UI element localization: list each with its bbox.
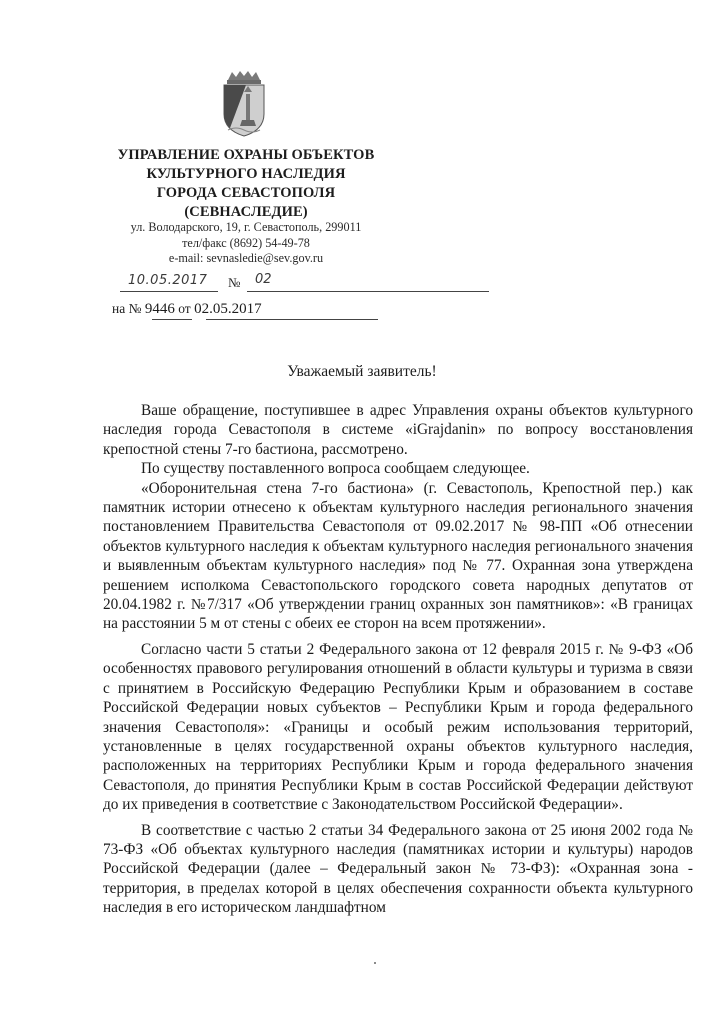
paragraph: По существу поставленного вопроса сообщаем следующее. — [141, 460, 530, 478]
number-underline — [247, 291, 489, 292]
number-sign: № — [228, 275, 241, 290]
paragraph: Согласно части 5 статьи 2 Федерального закона от 12 февраля 2015 г. № 9-ФЗ «Об особенностях правового регулирования отношений в области культуры и туризма в связи с принятием в Российскую Федерацию Республики Крым и образованием в составе Российской Федерации новых субъектов – Республики Крым и города федерального значения Севастополя»: «Границы и особый режим использования территорий, установленные в целях государственной охраны объектов культурного наследия, расположенных на территориях Республики Крым и города федерального значения Севастополя, до принятия Республики Крым в состав Российской Федерации действуют до их приведения в соответствие с Законодательством Российской Федерации». — [103, 640, 693, 814]
outgoing-number: 02 — [255, 272, 272, 287]
address: ул. Володарского, 19, г. Севастополь, 299011 — [130, 220, 362, 234]
org-line: (СЕВНАСЛЕДИЕ) — [184, 204, 308, 220]
email: e-mail: sevnasledie@sev.gov.ru — [168, 251, 324, 265]
paragraph: В соответствие с частью 2 статьи 34 Федерального закона от 25 июня 2002 года № 73-ФЗ «Об объектах культурного наследия (памятниках истории и культуры) народов Российской Федерации (далее – Федеральный закон № 73-ФЗ): «Охранная зона - территория, в пределах которой в целях обеспечения сохранности объекта культурного наследия в его историческом ландшафтном — [103, 821, 693, 917]
reference-line — [112, 301, 392, 325]
ref-from: от — [178, 301, 191, 316]
contact-block — [96, 220, 396, 267]
greeting: Уважаемый заявитель! — [287, 363, 437, 380]
org-line: ГОРОДА СЕВАСТОПОЛЯ — [156, 185, 336, 201]
ref-number-underline — [152, 319, 192, 320]
outgoing-date: 10.05.2017 — [128, 273, 208, 288]
ref-prefix: на № — [112, 301, 142, 316]
registration-line — [112, 272, 382, 297]
date-underline — [120, 291, 218, 292]
org-line: КУЛЬТУРНОГО НАСЛЕДИЯ — [146, 166, 346, 182]
sevastopol-coat-of-arms-icon — [216, 70, 272, 138]
ref-date-underline — [206, 319, 378, 320]
organization-name — [96, 146, 396, 222]
org-line: УПРАВЛЕНИЕ ОХРАНЫ ОБЪЕКТОВ — [117, 147, 375, 163]
ref-number: 9446 — [144, 301, 175, 317]
paragraph: «Оборонительная стена 7-го бастиона» (г. Севастополь, Крепостной пер.) как памятник истории отнесено к объектам культурного наследия регионального значения постановлением Правительства Севастополя от 09.02.2017 № 98-ПП «Об отнесении объектов культурного наследия к объектам культурного наследия регионального значения и выявленным объектам культурного наследия» под № 77. Охранная зона утверждена решением исполкома Севастопольского городского совета народных депутатов от 20.04.1982 г. №7/317 «Об утверждении границ охранных зон памятников»: «В границах на расстоянии 5 м от стены с обеих ее сторон на всем протяжении». — [103, 479, 693, 633]
scan-speck — [374, 962, 376, 964]
letter-body — [103, 401, 693, 918]
ref-date: 02.05.2017 — [194, 301, 262, 317]
paragraph: Ваше обращение, поступившее в адрес Управления охраны объектов культурного наследия города Севастополя в системе «iGrajdanin» по вопросу восстановления крепостной стены 7-го бастиона, рассмотрено. — [103, 402, 693, 458]
phone: тел/факс (8692) 54-49-78 — [182, 235, 310, 250]
